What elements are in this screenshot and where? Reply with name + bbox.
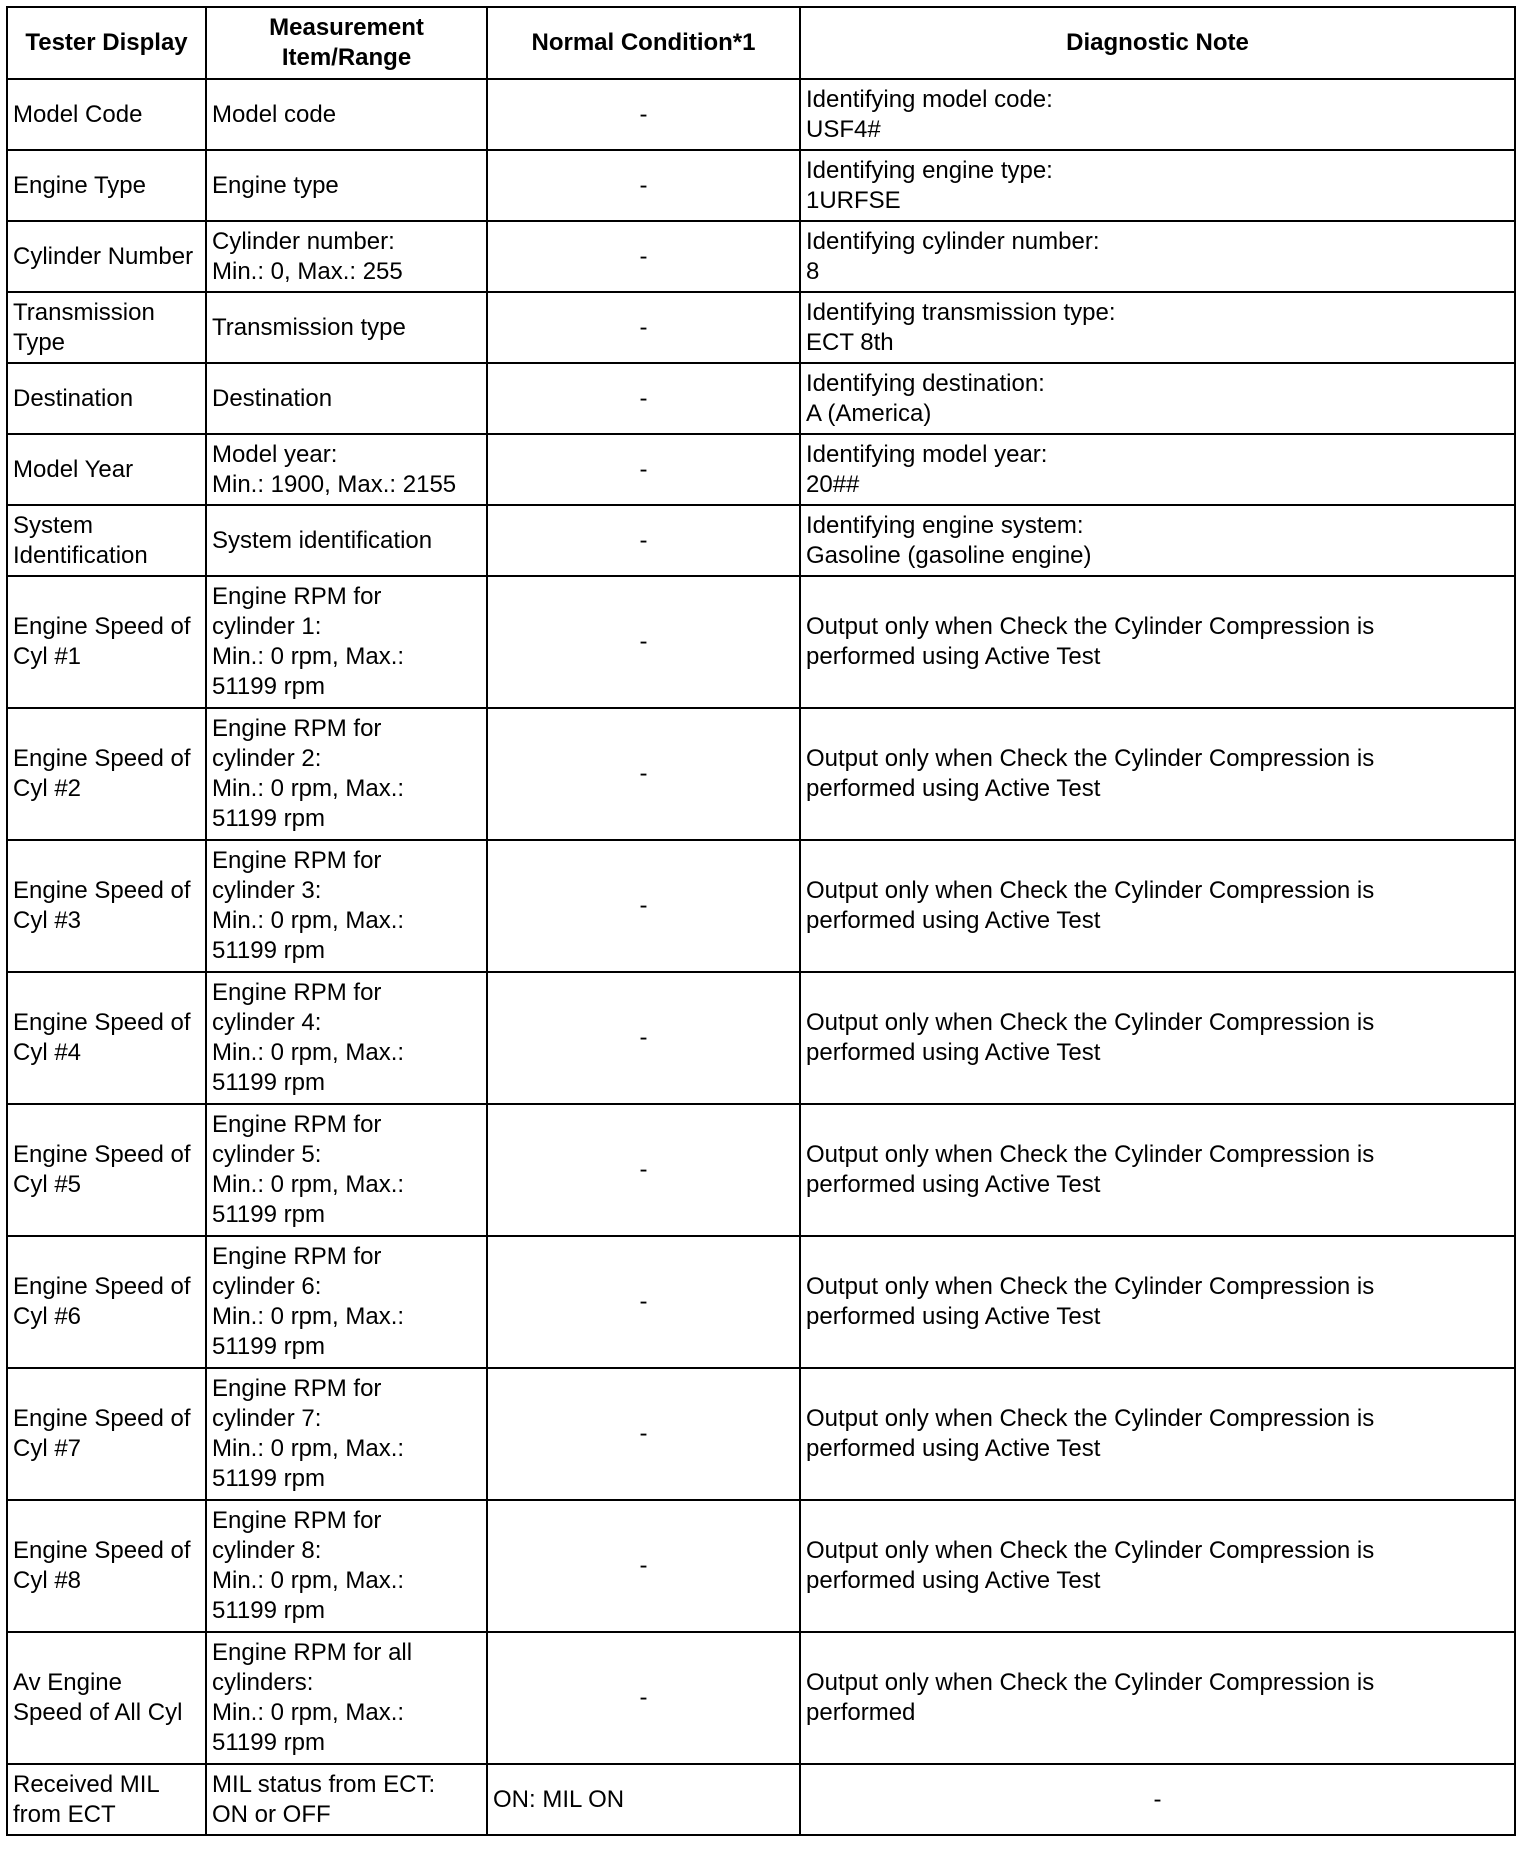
table-row	[7, 576, 1515, 708]
cell-diagnostic-note: Output only when Check the Cylinder Compression is performed using Active Test	[800, 708, 1515, 840]
cell-tester-display: Cylinder Number	[7, 221, 206, 292]
cell-measurement-item-range: Cylinder number: Min.: 0, Max.: 255	[206, 221, 487, 292]
table-row	[7, 1236, 1515, 1368]
table-row	[7, 1104, 1515, 1236]
table-row	[7, 840, 1515, 972]
cell-normal-condition: -	[487, 79, 800, 150]
cell-diagnostic-note: Identifying model year: 20##	[800, 434, 1515, 505]
cell-normal-condition: -	[487, 505, 800, 576]
cell-diagnostic-note: Output only when Check the Cylinder Compression is performed	[800, 1632, 1515, 1764]
cell-measurement-item-range: Destination	[206, 363, 487, 434]
table-row	[7, 150, 1515, 221]
cell-normal-condition: -	[487, 972, 800, 1104]
cell-normal-condition: -	[487, 221, 800, 292]
cell-measurement-item-range: Engine RPM for cylinder 2: Min.: 0 rpm, Max.: 51199 rpm	[206, 708, 487, 840]
cell-tester-display: Engine Speed of Cyl #2	[7, 708, 206, 840]
cell-measurement-item-range: Engine RPM for cylinder 5: Min.: 0 rpm, Max.: 51199 rpm	[206, 1104, 487, 1236]
table-row	[7, 708, 1515, 840]
cell-tester-display: Engine Speed of Cyl #4	[7, 972, 206, 1104]
table-row	[7, 221, 1515, 292]
table-row	[7, 1632, 1515, 1764]
cell-tester-display: System Identification	[7, 505, 206, 576]
cell-measurement-item-range: Engine type	[206, 150, 487, 221]
table-row	[7, 79, 1515, 150]
cell-measurement-item-range: Model year: Min.: 1900, Max.: 2155	[206, 434, 487, 505]
cell-tester-display: Engine Speed of Cyl #7	[7, 1368, 206, 1500]
cell-normal-condition: -	[487, 292, 800, 363]
table-row	[7, 434, 1515, 505]
cell-tester-display: Model Year	[7, 434, 206, 505]
cell-tester-display: Model Code	[7, 79, 206, 150]
cell-diagnostic-note: Identifying cylinder number: 8	[800, 221, 1515, 292]
table-row	[7, 1368, 1515, 1500]
cell-diagnostic-note: Identifying destination: A (America)	[800, 363, 1515, 434]
cell-tester-display: Received MIL from ECT	[7, 1764, 206, 1835]
cell-measurement-item-range: Engine RPM for cylinder 3: Min.: 0 rpm, Max.: 51199 rpm	[206, 840, 487, 972]
cell-tester-display: Engine Speed of Cyl #8	[7, 1500, 206, 1632]
cell-diagnostic-note: Output only when Check the Cylinder Compression is performed using Active Test	[800, 1368, 1515, 1500]
cell-normal-condition: -	[487, 1104, 800, 1236]
cell-diagnostic-note: Output only when Check the Cylinder Compression is performed using Active Test	[800, 1500, 1515, 1632]
cell-tester-display: Engine Speed of Cyl #3	[7, 840, 206, 972]
table-row	[7, 505, 1515, 576]
diagnostic-table-container	[6, 6, 1516, 1836]
cell-diagnostic-note: Output only when Check the Cylinder Compression is performed using Active Test	[800, 1236, 1515, 1368]
cell-normal-condition: -	[487, 150, 800, 221]
table-row	[7, 363, 1515, 434]
header-tester-display: Tester Display	[7, 7, 206, 79]
cell-normal-condition: -	[487, 840, 800, 972]
cell-diagnostic-note: Identifying engine system: Gasoline (gasoline engine)	[800, 505, 1515, 576]
table-row	[7, 1500, 1515, 1632]
table-row	[7, 1764, 1515, 1835]
cell-normal-condition: -	[487, 1368, 800, 1500]
cell-normal-condition: -	[487, 363, 800, 434]
cell-tester-display: Transmission Type	[7, 292, 206, 363]
cell-diagnostic-note: -	[800, 1764, 1515, 1835]
cell-normal-condition: -	[487, 576, 800, 708]
cell-measurement-item-range: MIL status from ECT: ON or OFF	[206, 1764, 487, 1835]
cell-normal-condition: -	[487, 708, 800, 840]
cell-diagnostic-note: Output only when Check the Cylinder Compression is performed using Active Test	[800, 840, 1515, 972]
table-row	[7, 292, 1515, 363]
cell-tester-display: Engine Speed of Cyl #5	[7, 1104, 206, 1236]
cell-tester-display: Engine Speed of Cyl #1	[7, 576, 206, 708]
data-list-table	[6, 6, 1516, 1836]
cell-measurement-item-range: Engine RPM for all cylinders: Min.: 0 rpm, Max.: 51199 rpm	[206, 1632, 487, 1764]
cell-tester-display: Engine Type	[7, 150, 206, 221]
cell-tester-display: Engine Speed of Cyl #6	[7, 1236, 206, 1368]
cell-diagnostic-note: Output only when Check the Cylinder Compression is performed using Active Test	[800, 972, 1515, 1104]
cell-measurement-item-range: System identification	[206, 505, 487, 576]
cell-normal-condition: -	[487, 434, 800, 505]
cell-tester-display: Destination	[7, 363, 206, 434]
cell-measurement-item-range: Engine RPM for cylinder 4: Min.: 0 rpm, Max.: 51199 rpm	[206, 972, 487, 1104]
header-measurement-item-range: Measurement Item/Range	[206, 7, 487, 79]
cell-measurement-item-range: Engine RPM for cylinder 1: Min.: 0 rpm, Max.: 51199 rpm	[206, 576, 487, 708]
cell-measurement-item-range: Engine RPM for cylinder 6: Min.: 0 rpm, Max.: 51199 rpm	[206, 1236, 487, 1368]
cell-measurement-item-range: Model code	[206, 79, 487, 150]
cell-diagnostic-note: Identifying model code: USF4#	[800, 79, 1515, 150]
cell-measurement-item-range: Transmission type	[206, 292, 487, 363]
cell-normal-condition: -	[487, 1236, 800, 1368]
cell-measurement-item-range: Engine RPM for cylinder 7: Min.: 0 rpm, Max.: 51199 rpm	[206, 1368, 487, 1500]
header-normal-condition: Normal Condition*1	[487, 7, 800, 79]
cell-diagnostic-note: Output only when Check the Cylinder Compression is performed using Active Test	[800, 576, 1515, 708]
cell-measurement-item-range: Engine RPM for cylinder 8: Min.: 0 rpm, Max.: 51199 rpm	[206, 1500, 487, 1632]
cell-diagnostic-note: Output only when Check the Cylinder Compression is performed using Active Test	[800, 1104, 1515, 1236]
cell-diagnostic-note: Identifying engine type: 1URFSE	[800, 150, 1515, 221]
header-diagnostic-note: Diagnostic Note	[800, 7, 1515, 79]
header-row	[7, 7, 1515, 79]
table-header	[7, 7, 1515, 79]
cell-normal-condition: ON: MIL ON	[487, 1764, 800, 1835]
cell-tester-display: Av Engine Speed of All Cyl	[7, 1632, 206, 1764]
cell-diagnostic-note: Identifying transmission type: ECT 8th	[800, 292, 1515, 363]
table-row	[7, 972, 1515, 1104]
cell-normal-condition: -	[487, 1632, 800, 1764]
cell-normal-condition: -	[487, 1500, 800, 1632]
table-body	[7, 79, 1515, 1835]
